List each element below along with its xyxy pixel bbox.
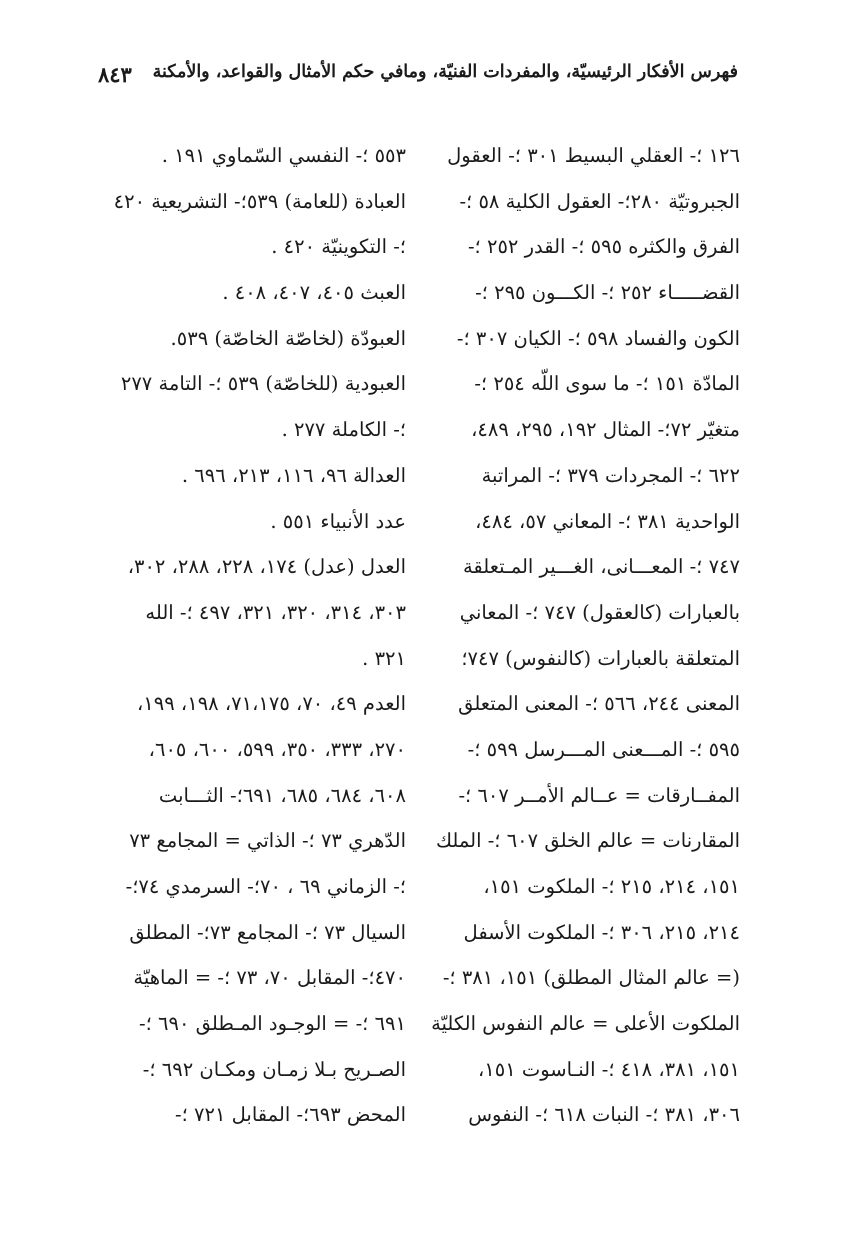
index-line: المعنى ٢٤٤، ٥٦٦ ؛- المعنى المتعلق (458, 692, 740, 716)
running-title: فهرس الأفكار الرئيسيّة، والمفردات الفنيّة، ومافي حكم الأمثال والقواعد، والأمكنة (152, 62, 738, 82)
index-line: ١٥١، ٣٨١، ٤١٨ ؛- النـاسوت ١٥١، (477, 1057, 740, 1081)
index-line: ٧٤٧ ؛- المعـــانى، الغـــير المـتعلقة (462, 555, 740, 579)
index-column-left (106, 135, 406, 1140)
index-line: ؛- الزماني ٦٩ ، ٧٠؛- السرمدي ٧٤؛- (125, 875, 406, 898)
page-header (98, 60, 738, 94)
index-line: العبودّة (لخاصّة الخاصّة) ٥٣٩. (170, 326, 406, 350)
index-line: ١٥١، ٢١٤، ٢١٥ ؛- الملكوت ١٥١، (483, 875, 740, 898)
index-line: متغيّر ٧٢؛- المثال ١٩٢، ٢٩٥، ٤٨٩، (471, 418, 740, 442)
index-line: ٣٠٦، ٣٨١ ؛- النبات ٦١٨ ؛- النفوس (468, 1103, 740, 1127)
index-line: ٦٩١ ؛- = الوجـود المـطلق ٦٩٠ ؛- (139, 1012, 406, 1036)
index-line: القضـــــاء ٢٥٢ ؛- الكـــون ٢٩٥ ؛- (475, 281, 740, 305)
index-line: المحض ٦٩٣؛- المقابل ٧٢١ ؛- (175, 1103, 406, 1127)
index-line: الكون والفساد ٥٩٨ ؛- الكيان ٣٠٧ ؛- (456, 326, 740, 350)
index-line: المقارنات = عالم الخلق ٦٠٧ ؛- الملك (435, 829, 740, 853)
index-line: المادّة ١٥١ ؛- ما سوى اللّه ٢٥٤ ؛- (474, 372, 740, 396)
index-line: ؛- الكاملة ٢٧٧ . (281, 418, 406, 442)
index-line: عدد الأنبياء ٥٥١ . (270, 509, 406, 533)
page-number: ٨٤٣ (98, 62, 132, 87)
index-line: الملكوت الأعلى = عالم النفوس الكليّة (431, 1012, 740, 1036)
index-line: (= عالم المثال المطلق) ١٥١، ٣٨١ ؛- (442, 966, 740, 990)
index-line: ٦٠٨، ٦٨٤، ٦٨٥، ٦٩١؛- الثـــابت (158, 783, 406, 807)
index-line: الفرق والكثره ٥٩٥ ؛- القدر ٢٥٢ ؛- (467, 235, 740, 259)
index-line: العدل (عدل) ١٧٤، ٢٢٨، ٢٨٨، ٣٠٢، (127, 555, 406, 579)
index-line: ٢١٤، ٢١٥، ٣٠٦ ؛- الملكوت الأسفل (463, 920, 740, 944)
index-line: السيال ٧٣ ؛- المجامع ٧٣؛- المطلق (129, 920, 406, 944)
index-line: ٥٩٥ ؛- المـــعنى المـــرسل ٥٩٩ ؛- (467, 737, 740, 761)
index-line: المفــارقات = عــالم الأمــر ٦٠٧ ؛- (458, 783, 740, 807)
index-line: ٦٢٢ ؛- المجردات ٣٧٩ ؛- المراتبة (481, 463, 740, 487)
index-line: العبث ٤٠٥، ٤٠٧، ٤٠٨ . (222, 281, 406, 305)
index-line: ٢٧٠، ٣٣٣، ٣٥٠، ٥٩٩، ٦٠٠، ٦٠٥، (148, 737, 406, 761)
index-line: ؛- التكوينيّة ٤٢٠ . (271, 235, 406, 259)
index-line: ٥٥٣ ؛- النفسي السّماوي ١٩١ . (161, 144, 406, 167)
index-line: ٣٠٣، ٣١٤، ٣٢٠، ٣٢١، ٤٩٧ ؛- الله (145, 600, 406, 624)
index-line: العدم ٤٩، ٧٠، ٧١،١٧٥، ١٩٨، ١٩٩، (137, 692, 406, 716)
index-line: ٤٧٠؛- المقابل ٧٠، ٧٣ ؛- = الماهيّة (133, 966, 406, 990)
index-line: ٣٢١ . (362, 646, 406, 670)
index-line: العبودية (للخاصّة) ٥٣٩ ؛- التامة ٢٧٧ (120, 372, 406, 396)
index-line: الجبروتيّة ٢٨٠؛- العقول الكلية ٥٨ ؛- (459, 189, 740, 213)
index-line: العبادة (للعامة) ٥٣٩؛- التشريعية ٤٢٠ (113, 189, 406, 213)
index-line: بالعبارات (كالعقول) ٧٤٧ ؛- المعاني (459, 600, 740, 624)
index-column-right (428, 135, 740, 1140)
index-line: الصـريح بـلا زمـان ومكـان ٦٩٢ ؛- (142, 1057, 406, 1081)
index-line: المتعلقة بالعبارات (كالنفوس) ٧٤٧؛ (461, 646, 740, 670)
index-line: الواحدية ٣٨١ ؛- المعاني ٥٧، ٤٨٤، (475, 509, 740, 533)
index-line: الدّهري ٧٣ ؛- الذاتي = المجامع ٧٣ (129, 829, 406, 853)
index-line: العدالة ٩٦، ١١٦، ٢١٣، ٦٩٦ . (181, 463, 406, 487)
index-line: ١٢٦ ؛- العقلي البسيط ٣٠١ ؛- العقول (447, 144, 740, 167)
